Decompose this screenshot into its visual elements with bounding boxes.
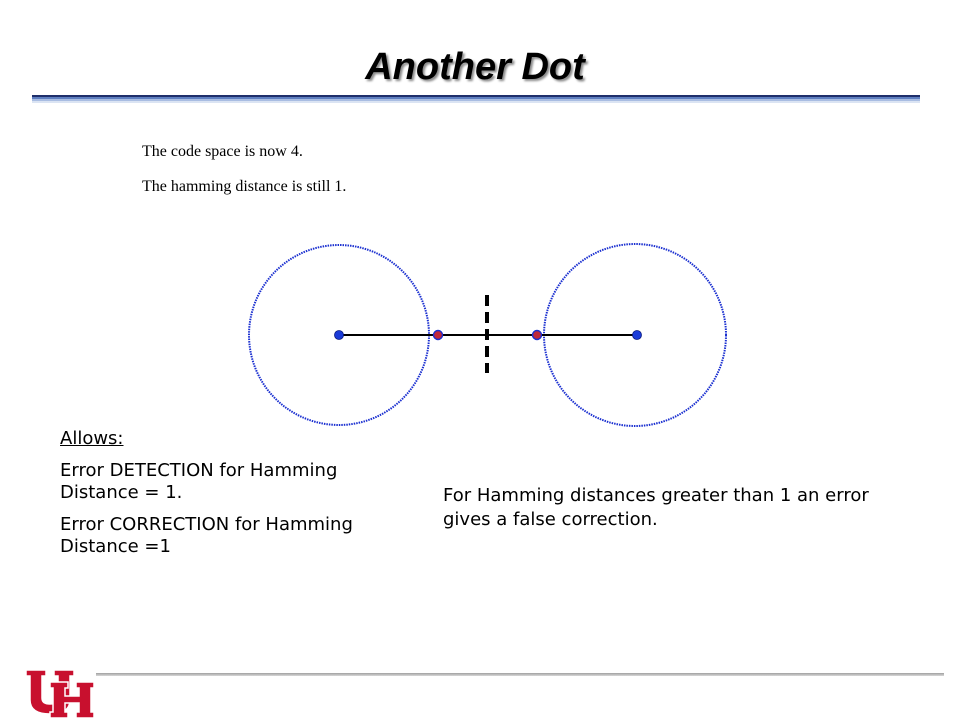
false-correction-note: For Hamming distances greater than 1 an error gives a false correction. bbox=[443, 485, 869, 530]
slide-title: Another Dot bbox=[365, 46, 585, 88]
intro-line-1: The code space is now 4. bbox=[142, 143, 303, 160]
right-endpoint-dot bbox=[633, 331, 642, 340]
allows-block bbox=[60, 428, 360, 568]
detection-item: Error DETECTION for Hamming Distance = 1. bbox=[60, 460, 338, 503]
left-endpoint-dot bbox=[335, 331, 344, 340]
correction-item: Error CORRECTION for Hamming Distance =1 bbox=[60, 514, 353, 557]
right-inner-dot bbox=[533, 331, 542, 340]
left-inner-dot bbox=[434, 331, 443, 340]
uh-logo-icon bbox=[22, 666, 98, 720]
intro-line-2: The hamming distance is still 1. bbox=[142, 178, 347, 195]
allows-heading: Allows: bbox=[60, 428, 124, 449]
footer-divider bbox=[96, 673, 944, 676]
